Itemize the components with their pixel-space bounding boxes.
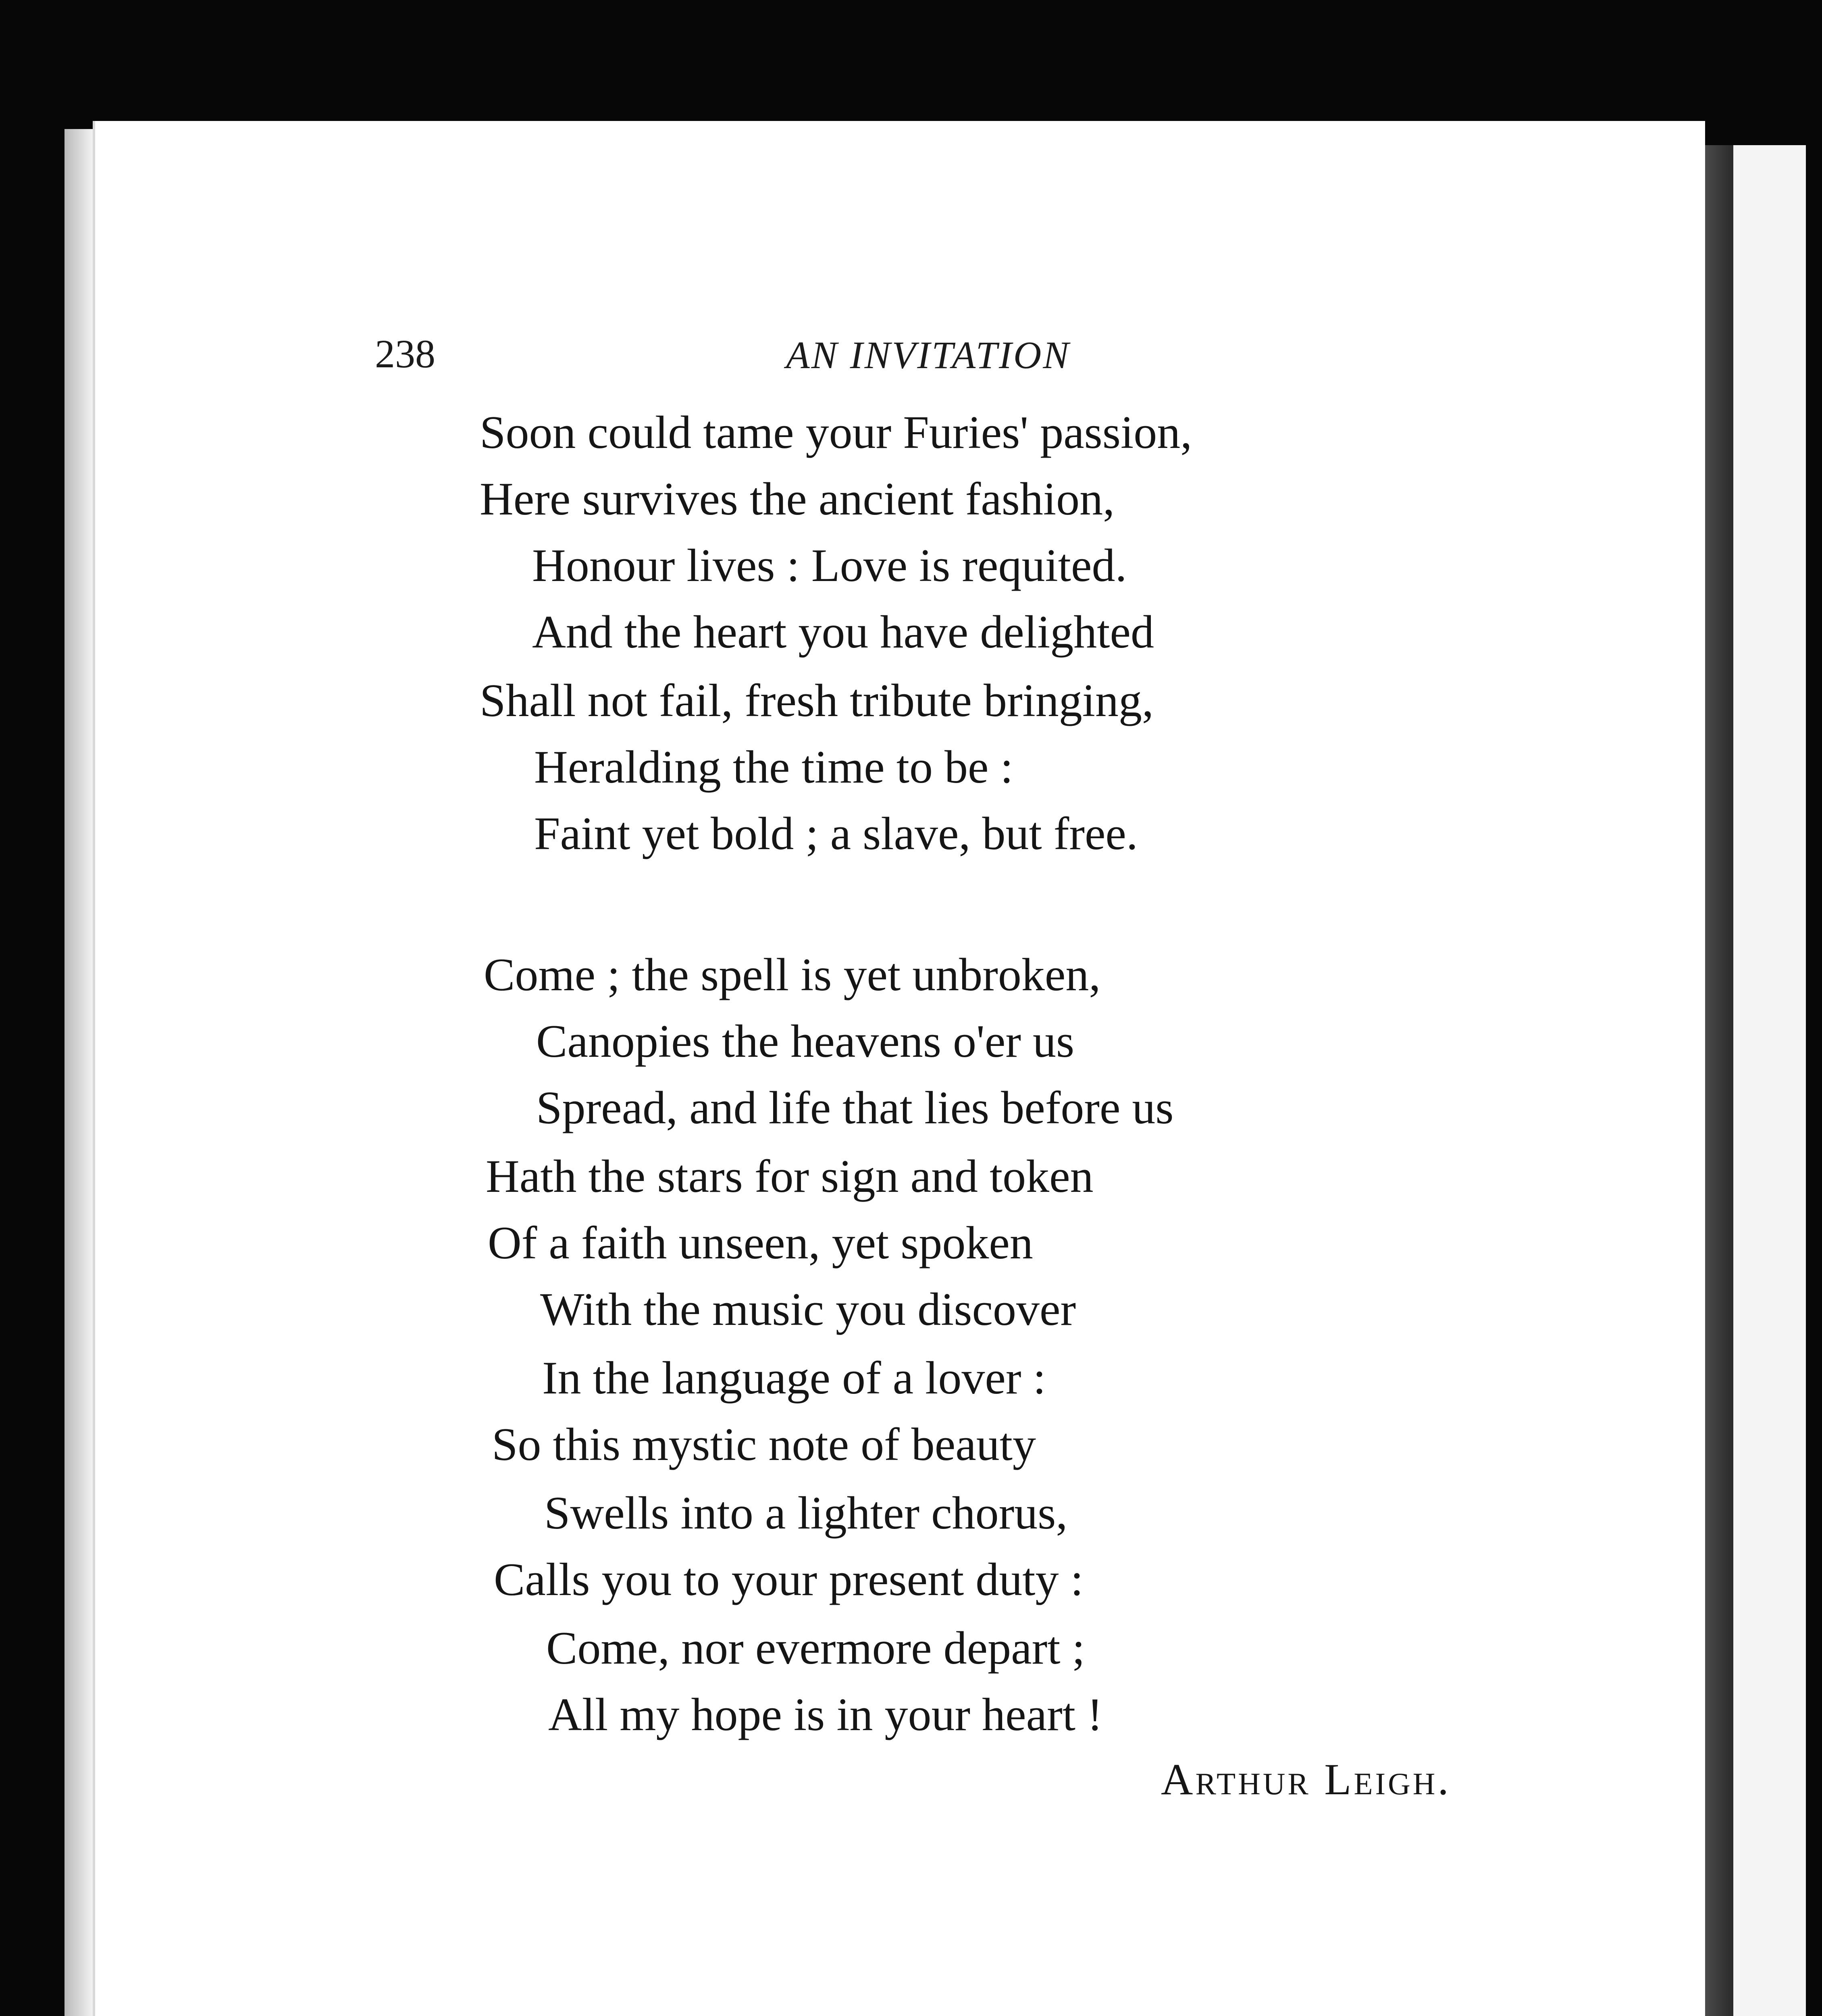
poem-line: Of a faith unseen, yet spoken (488, 1217, 1033, 1269)
poem-line: Hath the stars for sign and token (486, 1151, 1094, 1202)
poem-line: Spread, and life that lies before us (536, 1082, 1174, 1134)
author-signature: Arthur Leigh. (1161, 1755, 1451, 1804)
poem-line: With the music you discover (540, 1284, 1076, 1335)
poem-line: Honour lives : Love is requited. (532, 540, 1127, 591)
poem-line: And the heart you have delighted (532, 606, 1154, 658)
poem-line: Shall not fail, fresh tribute bringing, (480, 675, 1154, 727)
poem-line: Heralding the time to be : (534, 741, 1013, 793)
poem-line: In the language of a lover : (542, 1352, 1046, 1404)
poem-line: Soon could tame your Furies' passion, (480, 407, 1192, 458)
running-head: AN INVITATION (786, 333, 1071, 377)
poem-line: Come, nor evermore depart ; (546, 1622, 1085, 1674)
poem-line: So this mystic note of beauty (492, 1419, 1036, 1470)
poem-line: All my hope is in your heart ! (548, 1689, 1103, 1741)
poem-line: Canopies the heavens o'er us (536, 1016, 1075, 1067)
poem-line: Here survives the ancient fashion, (480, 473, 1115, 525)
poem-line: Come ; the spell is yet unbroken, (484, 949, 1101, 1001)
poem-line: Swells into a lighter chorus, (544, 1487, 1068, 1539)
page-number: 238 (375, 331, 435, 376)
poem-line: Faint yet bold ; a slave, but free. (534, 808, 1138, 860)
poem-line: Calls you to your present duty : (494, 1554, 1084, 1606)
